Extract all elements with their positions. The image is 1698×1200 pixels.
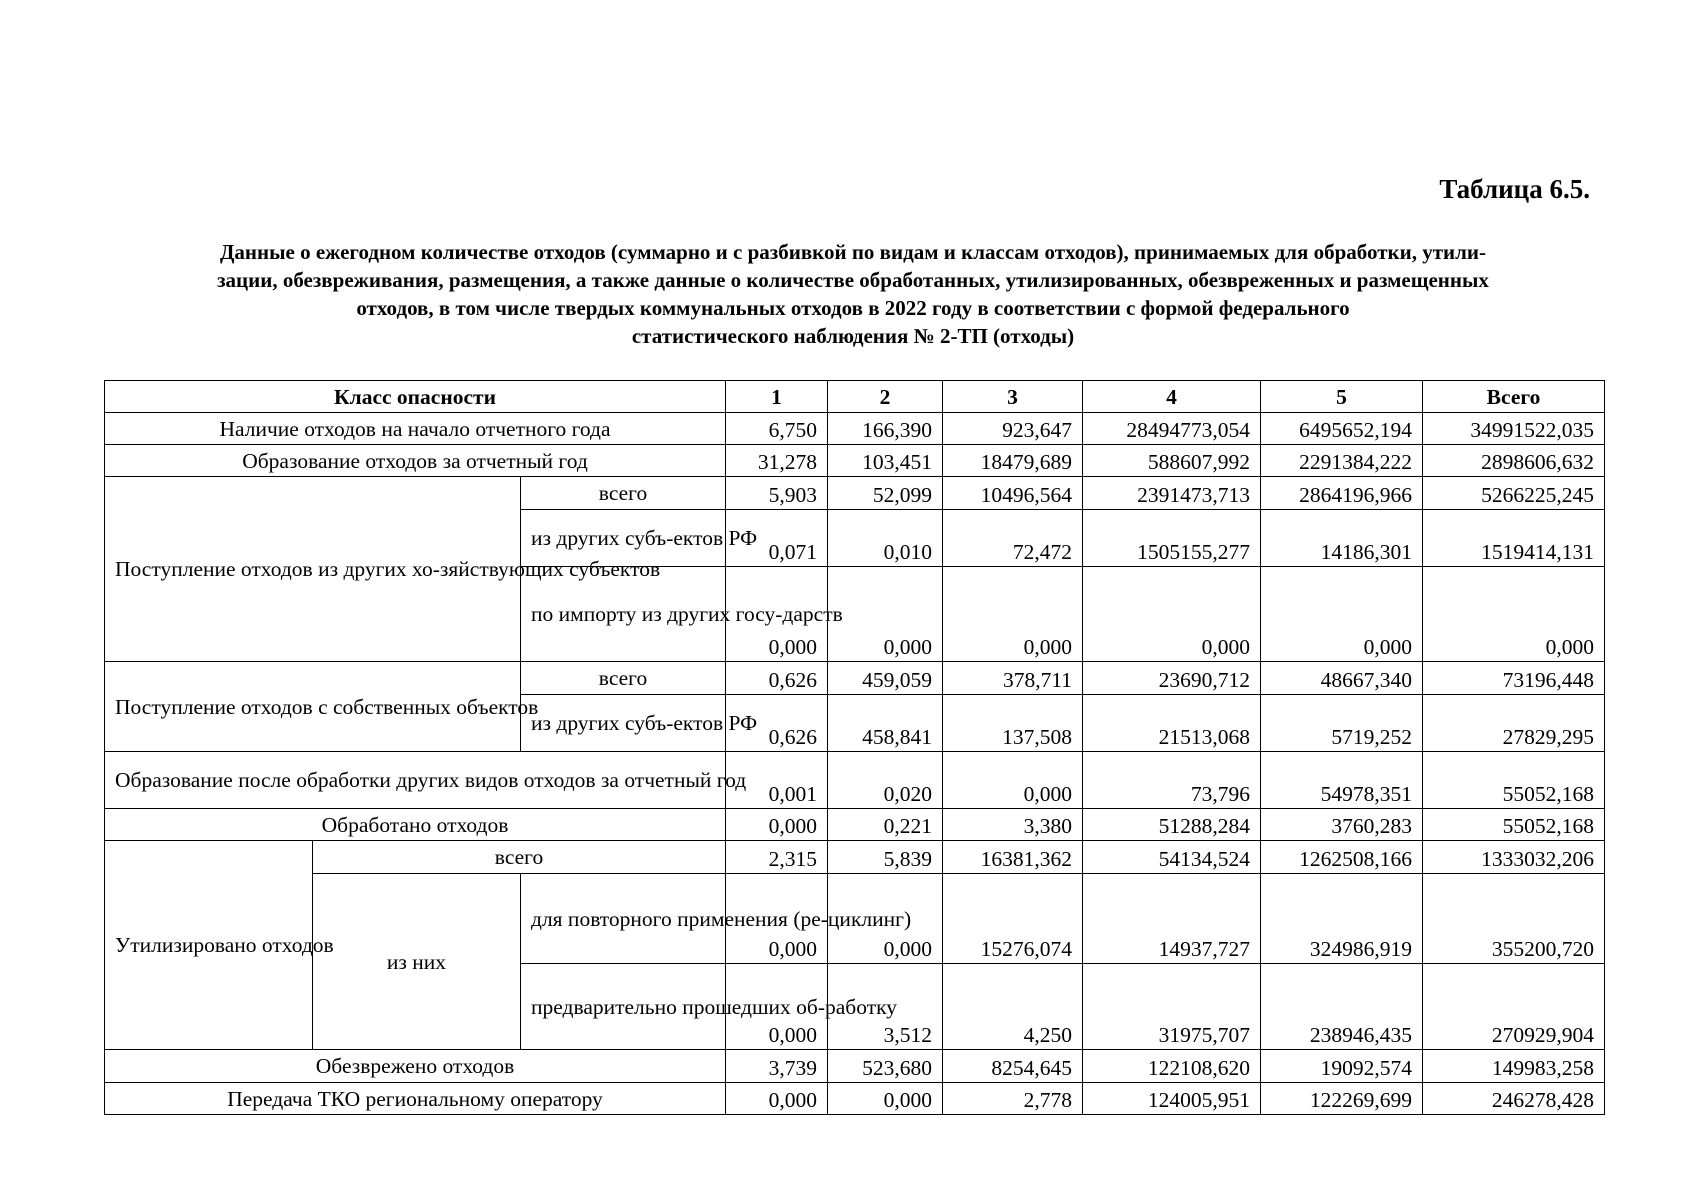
table-cell: 6495652,194 [1261, 413, 1423, 445]
table-cell: 23690,712 [1083, 662, 1261, 695]
table-cell: 1333032,206 [1423, 841, 1605, 874]
table-caption [112, 238, 1594, 350]
table-cell: 0,001 [726, 752, 828, 809]
table-cell: 5266225,245 [1423, 477, 1605, 510]
table-row [105, 445, 1605, 477]
row-label: Образование отходов за отчетный год [105, 445, 726, 477]
table-cell: 21513,068 [1083, 695, 1261, 752]
table-cell: 2391473,713 [1083, 477, 1261, 510]
table-cell: 270929,904 [1423, 964, 1605, 1050]
row-sublabel: всего [313, 841, 726, 874]
row-group-label: Утилизировано отходов [105, 841, 313, 1050]
table-cell: 54134,524 [1083, 841, 1261, 874]
table-cell: 8254,645 [943, 1050, 1083, 1083]
table-cell: 28494773,054 [1083, 413, 1261, 445]
table-cell: 55052,168 [1423, 752, 1605, 809]
table-cell: 0,626 [726, 695, 828, 752]
table-cell: 0,000 [726, 809, 828, 841]
caption-line: отходов, в том числе твердых коммунальных отходов в 2022 году в соответствии с формой федерального [356, 296, 1350, 320]
table-cell: 55052,168 [1423, 809, 1605, 841]
table-cell: 324986,919 [1261, 874, 1423, 964]
table-cell: 10496,564 [943, 477, 1083, 510]
table-cell: 34991522,035 [1423, 413, 1605, 445]
row-sublabel: всего [521, 662, 726, 695]
table-cell: 0,000 [1261, 567, 1423, 662]
table-cell: 31975,707 [1083, 964, 1261, 1050]
table-cell: 0,010 [828, 510, 943, 567]
table-cell: 355200,720 [1423, 874, 1605, 964]
table-cell: 1505155,277 [1083, 510, 1261, 567]
table-cell: 27829,295 [1423, 695, 1605, 752]
table-cell: 238946,435 [1261, 964, 1423, 1050]
table-cell: 14937,727 [1083, 874, 1261, 964]
table-cell: 378,711 [943, 662, 1083, 695]
table-cell: 5,903 [726, 477, 828, 510]
header-class-3: 3 [943, 381, 1083, 413]
table-cell: 0,626 [726, 662, 828, 695]
table-row [105, 1083, 1605, 1115]
table-cell: 16381,362 [943, 841, 1083, 874]
row-sublabel: из них [313, 874, 521, 1050]
row-sublabel: по импорту из других госу-дарств [521, 567, 726, 662]
table-cell: 588607,992 [1083, 445, 1261, 477]
table-cell: 0,020 [828, 752, 943, 809]
waste-data-table [104, 380, 1605, 1115]
table-cell: 14186,301 [1261, 510, 1423, 567]
row-sublabel: всего [521, 477, 726, 510]
table-row [105, 841, 1605, 874]
table-row [105, 809, 1605, 841]
table-row [105, 1050, 1605, 1083]
header-class-label: Класс опасности [105, 381, 726, 413]
table-cell: 73196,448 [1423, 662, 1605, 695]
table-cell: 5,839 [828, 841, 943, 874]
table-cell: 923,647 [943, 413, 1083, 445]
header-class-5: 5 [1261, 381, 1423, 413]
table-cell: 0,000 [726, 874, 828, 964]
header-class-2: 2 [828, 381, 943, 413]
table-cell: 3,739 [726, 1050, 828, 1083]
table-cell: 1262508,166 [1261, 841, 1423, 874]
table-number: Таблица 6.5. [1439, 174, 1590, 204]
row-label: Передача ТКО региональному оператору [105, 1083, 726, 1115]
table-cell: 0,000 [828, 1083, 943, 1115]
table-cell: 48667,340 [1261, 662, 1423, 695]
table-row [105, 752, 1605, 809]
row-sublabel: для повторного применения (ре-циклинг) [521, 874, 726, 964]
table-cell: 0,221 [828, 809, 943, 841]
table-cell: 2,315 [726, 841, 828, 874]
table-row [105, 477, 1605, 510]
row-label: Обработано отходов [105, 809, 726, 841]
table-cell: 3760,283 [1261, 809, 1423, 841]
table-cell: 0,000 [726, 964, 828, 1050]
table-cell: 0,000 [828, 874, 943, 964]
table-cell: 6,750 [726, 413, 828, 445]
row-label: Образование после обработки других видов отходов за отчетный год [105, 752, 726, 809]
table-cell: 0,000 [1083, 567, 1261, 662]
caption-line: статистического наблюдения № 2-ТП (отходы) [631, 324, 1075, 348]
table-cell: 0,000 [726, 1083, 828, 1115]
table-cell: 124005,951 [1083, 1083, 1261, 1115]
table-row [105, 413, 1605, 445]
header-class-1: 1 [726, 381, 828, 413]
table-cell: 4,250 [943, 964, 1083, 1050]
header-row [105, 381, 1605, 413]
row-label: Наличие отходов на начало отчетного года [105, 413, 726, 445]
table-cell: 0,000 [726, 567, 828, 662]
table-cell: 3,380 [943, 809, 1083, 841]
table-cell: 3,512 [828, 964, 943, 1050]
caption-line: зации, обезвреживания, размещения, а также данные о количестве обработанных, утилизированных, обезвреженных и размещенных [217, 268, 1489, 292]
table-cell: 458,841 [828, 695, 943, 752]
table-cell: 137,508 [943, 695, 1083, 752]
table-cell: 523,680 [828, 1050, 943, 1083]
table-cell: 246278,428 [1423, 1083, 1605, 1115]
row-label: Обезврежено отходов [105, 1050, 726, 1083]
table-cell: 149983,258 [1423, 1050, 1605, 1083]
table-cell: 19092,574 [1261, 1050, 1423, 1083]
table-cell: 0,000 [1423, 567, 1605, 662]
caption-line: Данные о ежегодном количестве отходов (суммарно и с разбивкой по видам и классам отходов), принимаемых для обработки, утили- [219, 240, 1487, 264]
table-cell: 54978,351 [1261, 752, 1423, 809]
table-cell: 31,278 [726, 445, 828, 477]
table-cell: 72,472 [943, 510, 1083, 567]
header-total: Всего [1423, 381, 1605, 413]
table-cell: 2898606,632 [1423, 445, 1605, 477]
table-cell: 1519414,131 [1423, 510, 1605, 567]
table-cell: 2291384,222 [1261, 445, 1423, 477]
table-cell: 0,000 [943, 567, 1083, 662]
table-cell: 18479,689 [943, 445, 1083, 477]
row-sublabel: из других субъ-ектов РФ [521, 510, 726, 567]
table-cell: 73,796 [1083, 752, 1261, 809]
row-sublabel: из других субъ-ектов РФ [521, 695, 726, 752]
table-cell: 2864196,966 [1261, 477, 1423, 510]
table-cell: 52,099 [828, 477, 943, 510]
row-group-label: Поступление отходов с собственных объектов [105, 662, 521, 752]
table-cell: 2,778 [943, 1083, 1083, 1115]
table-cell: 103,451 [828, 445, 943, 477]
header-class-4: 4 [1083, 381, 1261, 413]
table-cell: 5719,252 [1261, 695, 1423, 752]
row-sublabel: предварительно прошедших об-работку [521, 964, 726, 1050]
table-cell: 0,000 [828, 567, 943, 662]
table-row [105, 662, 1605, 695]
table-cell: 0,000 [943, 752, 1083, 809]
table-cell: 0,071 [726, 510, 828, 567]
table-cell: 122108,620 [1083, 1050, 1261, 1083]
table-cell: 51288,284 [1083, 809, 1261, 841]
table-cell: 459,059 [828, 662, 943, 695]
table-cell: 122269,699 [1261, 1083, 1423, 1115]
table-cell: 166,390 [828, 413, 943, 445]
row-group-label: Поступление отходов из других хо-зяйствующих субъектов [105, 477, 521, 662]
table-cell: 15276,074 [943, 874, 1083, 964]
